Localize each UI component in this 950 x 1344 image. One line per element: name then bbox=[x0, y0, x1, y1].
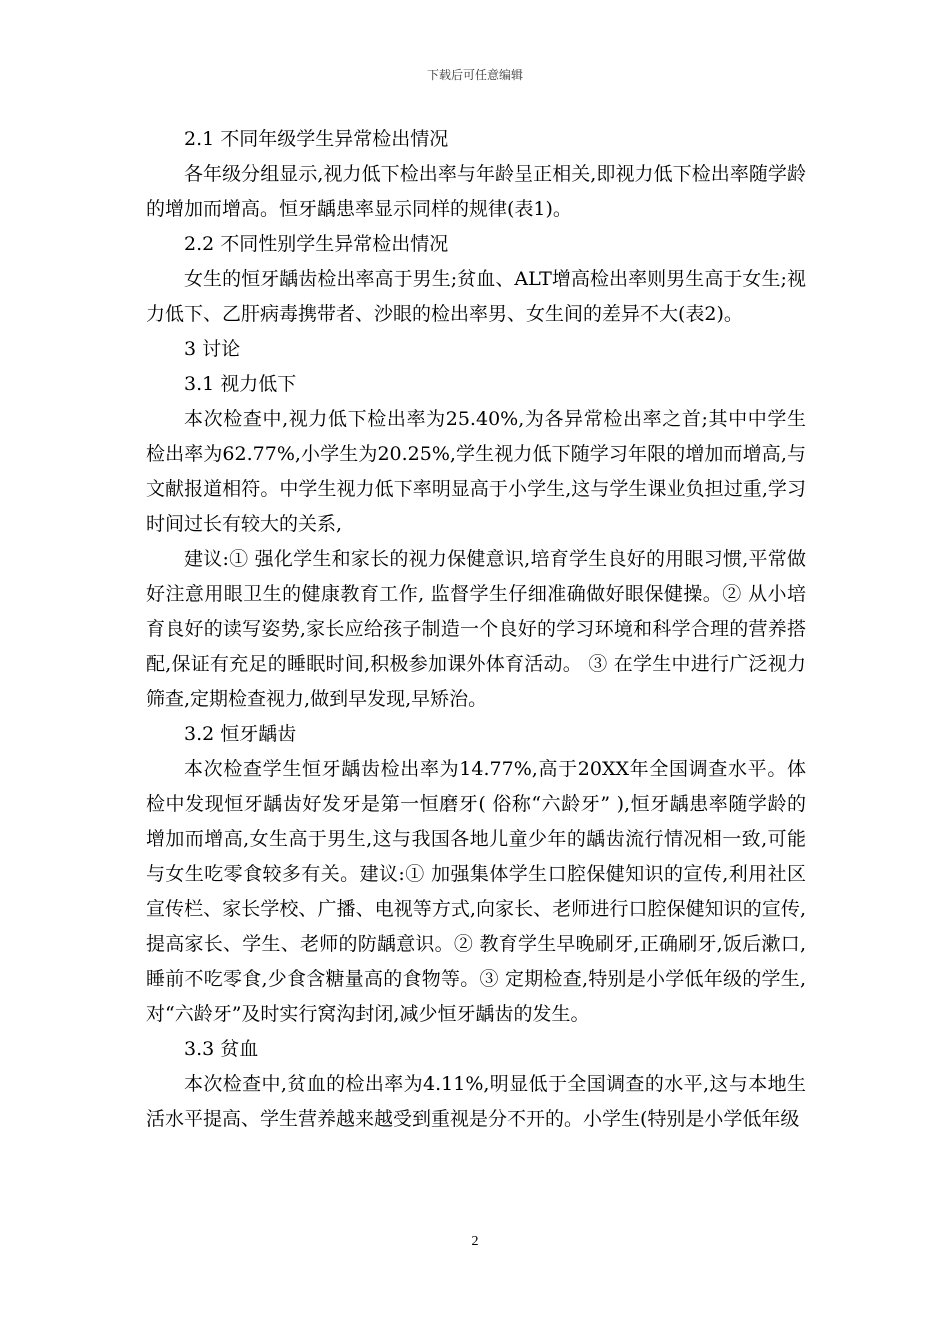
header-note: 下载后可任意编辑 bbox=[426, 68, 523, 82]
section-heading-3: 3 讨论 bbox=[184, 338, 241, 360]
document-body bbox=[146, 122, 806, 1137]
paragraph-vision-findings: 本次检查中,视力低下检出率为25.40%,为各异常检出率之首;其中中学生检出率为62.77%,小学生为20.25%,学生视力低下随学习年限的增加而增高,与文献报道相符。中学生视力低下率明显高于小学生,这与学生课业负担过重,学习时间过长有较大的关系, bbox=[146, 408, 806, 535]
section-heading-3-1: 3.1 视力低下 bbox=[184, 373, 297, 395]
paragraph-gender-findings: 女生的恒牙龋齿检出率高于男生;贫血、ALT增高检出率则男生高于女生;视力低下、乙肝病毒携带者、沙眼的检出率男、女生间的差异不大(表2)。 bbox=[146, 268, 806, 325]
paragraph-vision-suggestions: 建议:① 强化学生和家长的视力保健意识,培育学生良好的用眼习惯,平常做好注意用眼卫生的健康教育工作, 监督学生仔细准确做好眼保健操。② 从小培育良好的读写姿势,家长应给孩子制造一个良好的学习环境和科学合理的营养搭配,保证有充足的睡眠时间,积极参加课外体育活动。 ③ 在学生中进行广泛视力筛查,定期检查视力,做到早发现,早矫治。 bbox=[146, 548, 806, 710]
page-number: 2 bbox=[471, 1234, 479, 1249]
paragraph-caries: 本次检查学生恒牙龋齿检出率为14.77%,高于20XX年全国调查水平。体检中发现恒牙龋齿好发牙是第一恒磨牙( 俗称“六龄牙” ),恒牙龋患率随学龄的增加而增高,女生高于男生,这与我国各地儿童少年的龋齿流行情况相一致,可能与女生吃零食较多有关。建议:① 加强集体学生口腔保健知识的宣传,利用社区宣传栏、家长学校、广播、电视等方式,向家长、老师进行口腔保健知识的宣传,提高家长、学生、老师的防龋意识。② 教育学生早晚刷牙,正确刷牙,饭后漱口,睡前不吃零食,少食含糖量高的食物等。③ 定期检查,特别是小学低年级的学生,对“六龄牙”及时实行窝沟封闭,减少恒牙龋齿的发生。 bbox=[146, 758, 806, 1025]
paragraph-grade-findings: 各年级分组显示,视力低下检出率与年龄呈正相关,即视力低下检出率随学龄的增加而增高。恒牙龋患率显示同样的规律(表1)。 bbox=[146, 163, 806, 220]
section-heading-2-1: 2.1 不同年级学生异常检出情况 bbox=[184, 128, 449, 150]
paragraph-anemia: 本次检查中,贫血的检出率为4.11%,明显低于全国调查的水平,这与本地生活水平提高、学生营养越来越受到重视是分不开的。小学生(特别是小学低年级 bbox=[146, 1073, 806, 1130]
section-heading-3-2: 3.2 恒牙龋齿 bbox=[184, 723, 297, 745]
section-heading-2-2: 2.2 不同性别学生异常检出情况 bbox=[184, 233, 449, 255]
section-heading-3-3: 3.3 贫血 bbox=[184, 1038, 259, 1060]
